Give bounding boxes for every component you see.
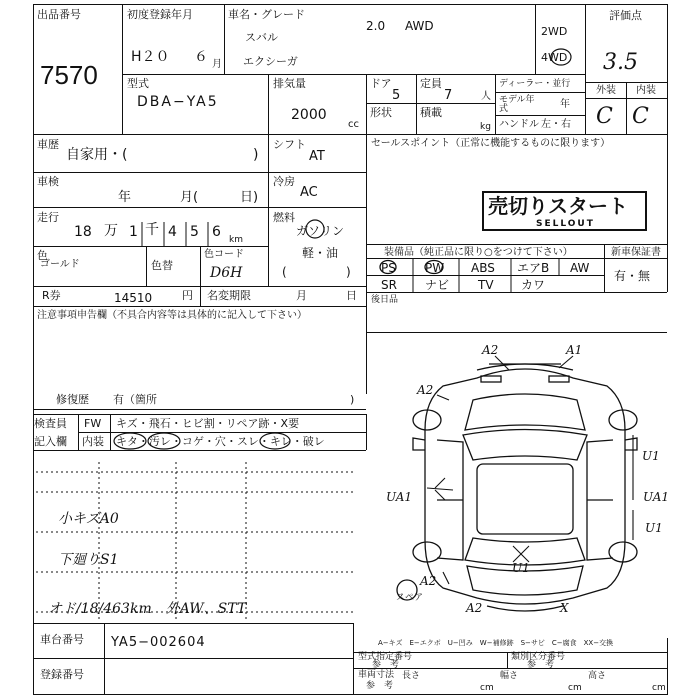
map-mark-u1-rear: U1 <box>645 521 663 535</box>
length-unit: cm <box>480 683 494 693</box>
v-lot <box>122 4 123 134</box>
dim-ref: 参 考 <box>366 681 394 691</box>
equip-navi: ナビ <box>425 278 450 292</box>
recolor-label: 色替 <box>151 259 173 272</box>
color-code-value: D6H <box>210 265 243 281</box>
v-score-mid <box>626 82 627 134</box>
maker-name: スバル <box>245 31 278 44</box>
shaken-year: 年 <box>118 190 132 205</box>
lot-number: 7570 <box>40 60 98 90</box>
equip-sr: SR <box>381 278 397 292</box>
mileage-man-unit: 万 <box>104 223 118 239</box>
mileage-d4: 6 <box>212 224 221 240</box>
history-label: 車歴 <box>37 138 59 151</box>
legend-text: A−キズ E−エクボ U−凹み W−補修跡 S−サビ C−腐食 XX−交換 <box>378 639 614 647</box>
dotted-rules <box>36 462 356 622</box>
history-value: 自家用・( <box>66 147 128 163</box>
chassis-label: 車台番号 <box>40 633 84 646</box>
ticket-unit: 円 <box>182 289 193 302</box>
seats-unit: 人 <box>481 91 491 102</box>
ac-value: AC <box>300 185 318 200</box>
map-mark-u1-right: U1 <box>642 449 660 463</box>
mileage-man: 18 <box>74 224 92 240</box>
h-r8 <box>33 409 366 410</box>
type-label: 型式 <box>127 77 149 90</box>
map-mark-x: X <box>560 601 569 615</box>
mileage-d3: 5 <box>190 224 199 240</box>
history-close: ) <box>253 147 259 163</box>
border-right <box>667 4 668 292</box>
ticket-label: R券 <box>42 289 61 302</box>
h-row1 <box>122 74 585 75</box>
seats-label: 定員 <box>420 77 442 90</box>
map-mark-ua1-right: UA1 <box>643 490 670 504</box>
equip-ps-circle <box>378 259 398 275</box>
border-top <box>33 4 667 5</box>
shaken-label: 車検 <box>37 175 59 188</box>
handwritten-note-3: オド/18/463km 外AW、STT <box>48 601 247 617</box>
h-eq3 <box>366 292 667 293</box>
height-label: 高さ <box>588 671 607 681</box>
equip-leather: カワ <box>521 278 546 292</box>
h-r5 <box>33 246 268 247</box>
v-dealer <box>495 74 496 134</box>
repair-value: 有（箇所 <box>113 393 157 406</box>
v-ticket <box>200 286 201 306</box>
chassis-value: YA5−002604 <box>111 635 206 650</box>
fuel-gas: ガソリン <box>296 224 345 238</box>
warranty-label: 新車保証書 <box>611 247 661 258</box>
equip-aw: AW <box>570 261 590 275</box>
warranty-value: 有・無 <box>614 269 651 283</box>
entry-label: 記入欄 <box>34 435 67 448</box>
shift-label: シフト <box>273 138 306 151</box>
color-label: 色 <box>37 249 48 262</box>
stamp-sub-text: SELLOUT <box>536 219 595 229</box>
model-grade-label: 車名・グレード <box>228 8 305 21</box>
map-mark-a2-left: A2 <box>417 383 434 397</box>
height-unit: cm <box>652 683 666 693</box>
v-score <box>585 4 586 134</box>
type-value: DBA−YA5 <box>137 94 219 110</box>
drive-4wd: 4WD <box>541 51 568 64</box>
map-mark-a2-rear: A2 <box>466 601 483 615</box>
v-insp-end <box>366 414 367 450</box>
h-insp1 <box>33 414 366 415</box>
ticket-value: 14510 <box>114 291 153 305</box>
mileage-d2: 4 <box>168 224 177 240</box>
equip-label: 装備品（純正品に限り○をつけて下さい） <box>384 247 573 258</box>
inspector-label: 検査員 <box>34 417 67 430</box>
length-label: 長さ <box>402 671 421 681</box>
v-bottom-mid <box>353 623 354 694</box>
mileage-unit: km <box>229 235 243 245</box>
equip-ps: PS <box>381 261 396 275</box>
dim-label: 車両寸法 <box>358 670 395 680</box>
class-ref: 参 考 <box>527 660 555 670</box>
h-rear <box>366 332 667 333</box>
load-unit: kg <box>480 122 491 132</box>
inspect-int-label: 内装 <box>82 435 104 448</box>
int-label: 内装 <box>636 85 656 96</box>
fuel-label: 燃料 <box>273 211 295 224</box>
handwritten-note-2: 下廻りS1 <box>58 552 119 568</box>
h-chassis2 <box>33 658 353 659</box>
fuel-paren-open: ( <box>282 265 287 279</box>
cc-unit: cc <box>348 119 359 130</box>
doors-value: 5 <box>392 88 401 103</box>
equip-airbag: エアB <box>517 261 550 275</box>
h-r4 <box>33 207 366 208</box>
v-reg <box>224 4 225 74</box>
doors-label: ドア <box>370 77 392 90</box>
fuel-circle <box>304 218 326 240</box>
h-r3 <box>33 172 366 173</box>
repair-label: 修復歴 <box>56 393 89 406</box>
cc-label: 排気量 <box>273 77 306 90</box>
type-designation-label: 型式指定番号 <box>358 652 413 662</box>
drive-2wd: 2WD <box>541 25 568 38</box>
equip-grid <box>366 258 604 292</box>
ac-label: 冷房 <box>273 175 295 188</box>
equip-tv: TV <box>478 278 494 292</box>
v-drive <box>535 4 536 74</box>
h-shape <box>366 103 495 104</box>
name-change-label: 名変期限 <box>207 289 251 302</box>
map-mark-a1-front: A1 <box>566 343 583 357</box>
border-bottom <box>33 694 667 695</box>
v-chassis <box>104 623 105 694</box>
h-dim2 <box>353 668 667 669</box>
shape-label: 形状 <box>370 106 392 119</box>
fuel-kei: 軽・油 <box>302 246 339 260</box>
v-cc <box>268 74 269 134</box>
h-equip <box>366 244 667 245</box>
v-dim <box>507 652 508 668</box>
map-mark-ua1-left: UA1 <box>386 490 413 504</box>
model-name: エクシーガ <box>243 55 298 68</box>
h-dealer2 <box>495 115 585 116</box>
spare-label: スペア <box>396 593 424 603</box>
displacement-tag: 2.0 <box>366 19 386 33</box>
v-seat <box>416 74 417 134</box>
mileage-grid <box>122 216 222 246</box>
seats-value: 7 <box>444 88 453 103</box>
name-change-day: 日 <box>346 289 357 302</box>
shift-value: AT <box>309 149 325 164</box>
map-mark-u1-tailgate: U1 <box>512 561 530 575</box>
sellout-stamp <box>482 191 647 231</box>
fuel-paren-close: ) <box>346 265 351 279</box>
handle-label: ハンドル <box>499 119 539 130</box>
stamp-main-text: 売切りスタート <box>488 194 628 218</box>
h-row2 <box>33 134 667 135</box>
inspect-int-items: キタ・汚レ・コゲ・穴・スレ・キレ・破レ <box>116 435 325 448</box>
load-label: 積載 <box>420 106 442 119</box>
handwritten-note-1: 小キズA0 <box>58 511 119 527</box>
name-change-month: 月 <box>296 289 307 302</box>
inspect-fw-items: キズ・飛石・ヒビ割・リペア跡・X要 <box>116 417 300 430</box>
map-mark-a2-front: A2 <box>482 343 499 357</box>
int-grade: C <box>632 104 649 129</box>
drive-4wd-circle <box>549 47 573 67</box>
map-mark-a2-rear-left: A2 <box>420 574 437 588</box>
inspect-fw-label: FW <box>84 417 102 430</box>
h-dealer <box>495 92 585 93</box>
ext-grade: C <box>596 104 613 129</box>
type-designation-ref: 参 考 <box>372 660 400 670</box>
mileage-sen-unit: 千 <box>145 222 159 238</box>
shaken-day: 日) <box>240 190 259 205</box>
class-label: 類別区分番号 <box>511 652 566 662</box>
rear-label: 後日品 <box>371 295 399 305</box>
h-chassis <box>33 623 353 624</box>
mileage-d1: 1 <box>129 224 138 240</box>
year-unit: 年 <box>560 99 570 110</box>
v-left-col <box>268 134 269 286</box>
first-reg-label: 初度登録年月 <box>127 8 193 21</box>
equip-pw: PW <box>425 261 445 275</box>
mileage-label: 走行 <box>37 211 59 224</box>
cc-value: 2000 <box>291 107 327 123</box>
dealer-label: ディーラー・並行 <box>499 79 571 89</box>
color-value: ゴールド <box>40 259 80 270</box>
color-code-label: 色コード <box>204 249 244 260</box>
score-value: 3.5 <box>603 50 638 75</box>
v-door <box>366 74 367 134</box>
month-unit: 月 <box>212 59 222 70</box>
width-label: 幅さ <box>500 671 519 681</box>
first-reg-era: H２０ <box>131 49 170 65</box>
first-reg-month: ６ <box>194 49 208 65</box>
equip-pw-circle <box>423 259 445 275</box>
inspect-circles <box>112 431 292 451</box>
reg-label: 登録番号 <box>40 668 84 681</box>
v-insp2 <box>110 414 111 450</box>
sales-label: セールスポイント（正常に機能するものに限ります） <box>371 138 611 149</box>
notes-label: 注意事項申告欄（不具合内容等は具体的に記入して下さい） <box>37 310 307 321</box>
ext-label: 外装 <box>596 85 616 96</box>
lot-label: 出品番号 <box>37 8 81 21</box>
shaken-month: 月( <box>180 190 199 205</box>
width-unit: cm <box>568 683 582 693</box>
model-year-label: モデル年式 <box>499 95 535 114</box>
drive-tag: AWD <box>405 19 434 33</box>
v-warranty <box>604 244 605 292</box>
border-left <box>33 4 34 695</box>
repair-close: ) <box>350 393 355 406</box>
v-insp <box>78 414 79 450</box>
v-color2 <box>200 246 201 286</box>
score-label: 評価点 <box>609 9 642 22</box>
equip-abs: ABS <box>471 261 495 275</box>
v-color <box>146 246 147 286</box>
h-r7 <box>33 306 366 307</box>
handle-value: 左・右 <box>541 119 571 130</box>
border-right-lower <box>667 638 668 695</box>
